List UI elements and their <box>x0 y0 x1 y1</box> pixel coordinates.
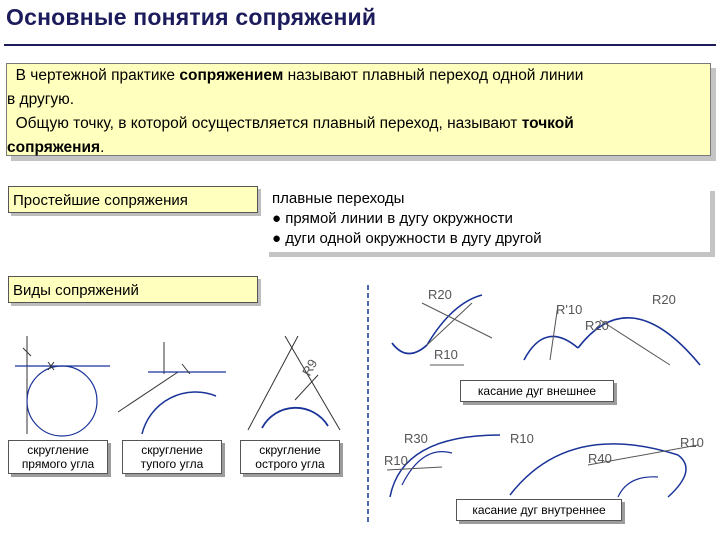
caption-line: скругление <box>27 443 89 457</box>
page-title: Основные понятия сопряжений <box>6 4 377 30</box>
dim-r10-b: R10 <box>680 435 704 450</box>
definition-line-1 <box>7 64 710 88</box>
caption-line: прямого угла <box>21 457 95 471</box>
title-underline <box>4 44 716 46</box>
definition-line-3 <box>7 112 710 136</box>
obtuse-angle-caption <box>122 440 222 474</box>
dim-r10-alt: R'10 <box>556 302 583 317</box>
caption-line: скругление <box>259 443 321 457</box>
definition-text: в другую. <box>7 91 75 108</box>
definition-text: В чертежной практике <box>15 67 180 84</box>
conjugation-kinds-label: Виды сопряжений <box>8 276 258 303</box>
dim-r10: R10 <box>434 347 458 362</box>
caption-line: острого угла <box>255 457 325 471</box>
obtuse-angle-rounding-diagram <box>118 334 228 439</box>
smooth-transitions-box <box>264 186 710 252</box>
dim-r20: R20 <box>428 287 452 302</box>
caption-line: скругление <box>141 443 203 457</box>
definition-text: называют плавный переход одной линии <box>283 67 584 84</box>
external-tangency-drawing-2 <box>520 290 710 370</box>
term-conjugation: сопряжением <box>179 67 284 84</box>
internal-tangency-caption: касание дуг внутреннее <box>456 499 622 521</box>
internal-tangency-drawing-1 <box>382 425 502 500</box>
dim-r30: R30 <box>404 431 428 446</box>
external-tangency-drawing-1 <box>382 283 502 373</box>
definition-text: Общую точку, в которой осуществляется плавный переход, называют <box>15 115 522 132</box>
dim-r10-int2: R10 <box>510 431 534 446</box>
acute-angle-caption <box>240 440 340 474</box>
caption-line: тупого угла <box>140 457 204 471</box>
external-tangency-caption: касание дуг внешнее <box>460 380 614 402</box>
acute-angle-rounding-diagram <box>240 330 345 440</box>
definition-text: . <box>100 139 105 156</box>
definition-box <box>6 63 711 156</box>
transition-item-arc-arc: ● дуги одной окружности в дугу другой <box>272 230 542 247</box>
dim-r20-outer: R20 <box>652 292 676 307</box>
right-angle-caption <box>8 440 108 474</box>
dim-r40: R40 <box>588 451 612 466</box>
dim-r9: R9 <box>299 356 321 379</box>
right-angle-rounding-diagram <box>10 334 115 439</box>
simplest-conjugations-label: Простейшие сопряжения <box>8 186 258 213</box>
dim-r20-alt: R20 <box>585 318 609 333</box>
dim-r10-int: R10 <box>384 453 408 468</box>
transitions-heading: плавные переходы <box>272 190 405 207</box>
definition-line-4 <box>7 136 710 160</box>
section-divider <box>367 285 369 525</box>
definition-line-2 <box>7 88 710 112</box>
term-conjugation-point: сопряжения <box>7 139 101 156</box>
internal-tangency-drawing-2 <box>508 425 708 500</box>
term-point: точкой <box>521 115 574 132</box>
transition-item-line-arc: ● прямой линии в дугу окружности <box>272 210 513 227</box>
